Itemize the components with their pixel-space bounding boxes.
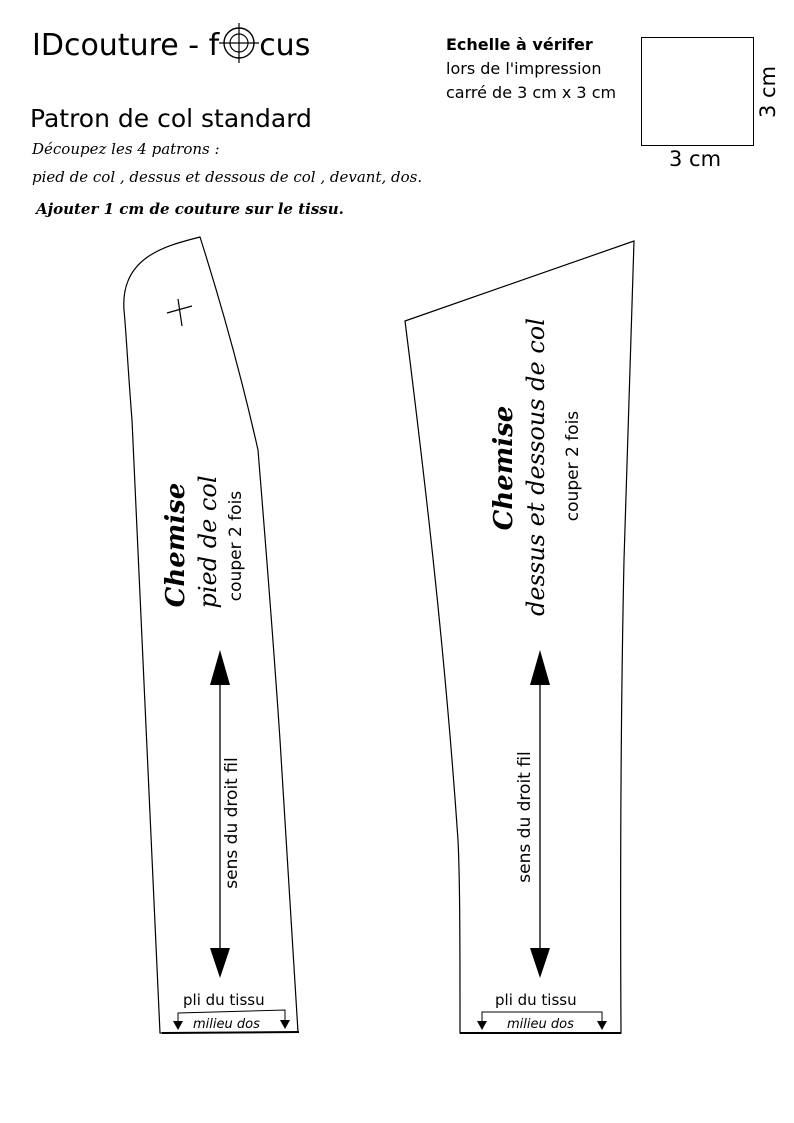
pattern-right-name: Chemise — [489, 405, 519, 531]
pattern-right-cut: couper 2 fois — [563, 410, 583, 522]
pattern-right-fold: pli du tissu — [495, 991, 577, 1009]
scale-line-3: carré de 3 cm x 3 cm — [446, 83, 617, 102]
pattern-left-grain: sens du droit fil — [222, 757, 242, 889]
notch-mark — [178, 299, 182, 326]
brand-suffix: cus — [259, 28, 311, 63]
pattern-left-name: Chemise — [161, 482, 191, 608]
arrowhead-up-icon — [210, 650, 230, 685]
scale-line-2: lors de l'impression — [446, 59, 602, 78]
pattern-right-piece: dessus et dessous de col — [522, 318, 550, 616]
arrowhead-down-icon — [530, 948, 550, 978]
page-title: Patron de col standard — [30, 104, 312, 133]
scale-height-label: 3 cm — [756, 65, 780, 118]
brand-prefix: IDcouture - f — [32, 28, 220, 63]
instruction-line-3: Ajouter 1 cm de couture sur le tissu. — [36, 200, 344, 218]
pattern-left-fold: pli du tissu — [183, 991, 265, 1009]
pattern-left-piece: pied de col — [194, 475, 222, 609]
pattern-right-grain: sens du droit fil — [515, 751, 535, 883]
pattern-left-cut: couper 2 fois — [226, 490, 246, 602]
pattern-right-center: milieu dos — [507, 1017, 574, 1032]
arrowhead-down-icon — [210, 948, 230, 978]
scale-width-label: 3 cm — [669, 147, 722, 171]
pattern-left-center: milieu dos — [193, 1017, 260, 1032]
instruction-line-1: Découpez les 4 patrons : — [32, 140, 220, 158]
instruction-line-2: pied de col , dessus et dessous de col , devant, dos. — [32, 168, 423, 186]
scale-title: Echelle à vérifer — [446, 35, 593, 54]
